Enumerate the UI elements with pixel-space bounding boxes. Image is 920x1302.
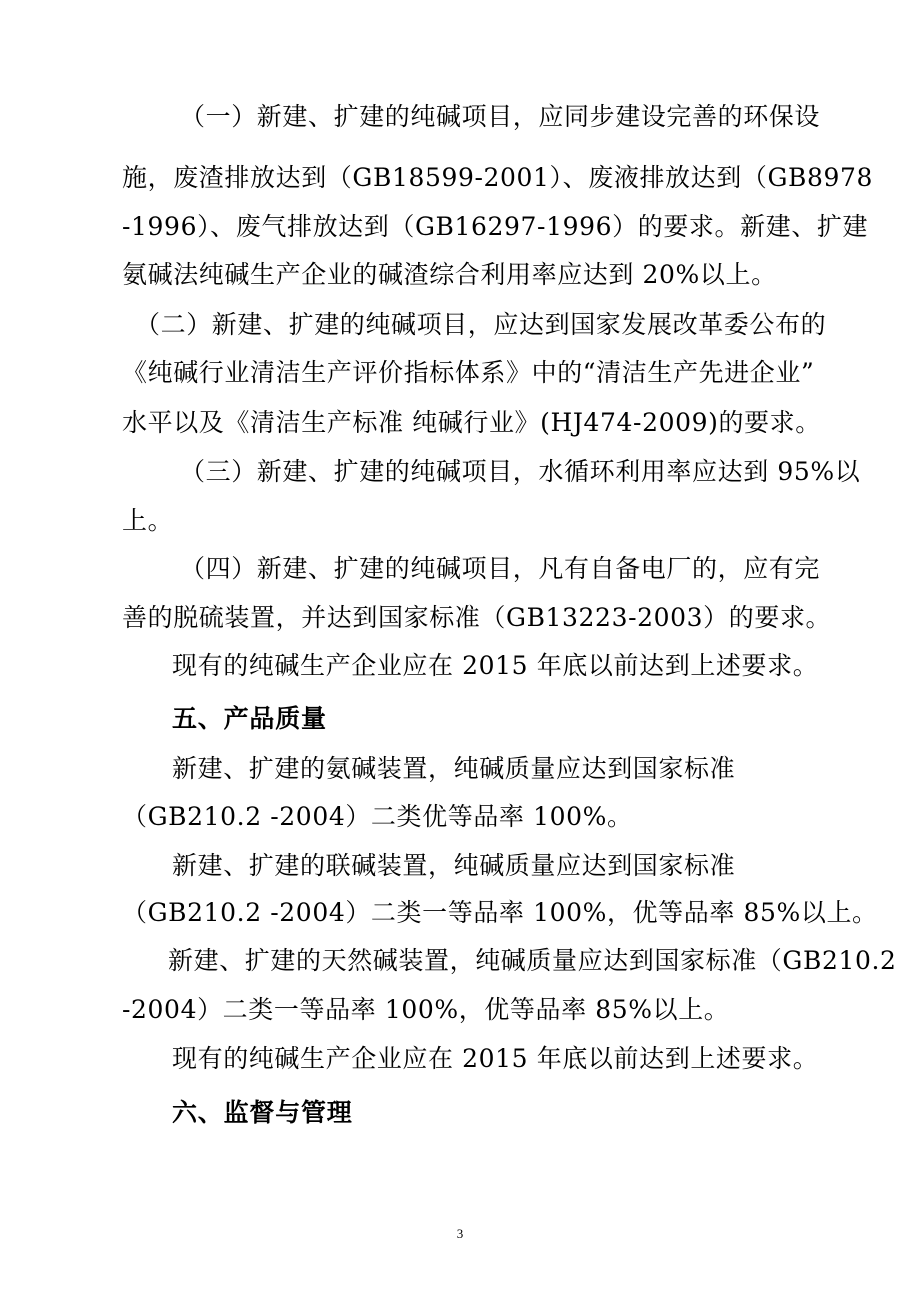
paragraph-2-line-3: 水平以及《清洁生产标准 纯碱行业》(HJ474-2009)的要求。 (122, 408, 821, 437)
compliance-deadline-paragraph-1: 现有的纯碱生产企业应在 2015 年底以前达到上述要求。 (172, 651, 819, 680)
paragraph-3-line-1: （三）新建、扩建的纯碱项目，水循环利用率应达到 95%以 (180, 457, 861, 486)
quality-ammonia-soda-line-1: 新建、扩建的氨碱装置，纯碱质量应达到国家标准 (172, 754, 736, 783)
paragraph-1-line-3: -1996）、废气排放达到（GB16297-1996）的要求。新建、扩建 (122, 212, 869, 241)
paragraph-2-line-1: （二）新建、扩建的纯碱项目，应达到国家发展改革委公布的 (135, 310, 827, 339)
paragraph-1-line-1: （一）新建、扩建的纯碱项目，应同步建设完善的环保设 (180, 102, 821, 131)
paragraph-4-line-2: 善的脱硫装置，并达到国家标准（GB13223-2003）的要求。 (122, 603, 832, 632)
paragraph-3-line-2: 上。 (122, 506, 174, 535)
paragraph-1-line-2: 施，废渣排放达到（GB18599-2001）、废液排放达到（GB8978 (122, 163, 874, 192)
paragraph-4-line-1: （四）新建、扩建的纯碱项目，凡有自备电厂的，应有完 (180, 554, 821, 583)
paragraph-2-line-2: 《纯碱行业清洁生产评价指标体系》中的“清洁生产先进企业” (122, 358, 815, 387)
quality-natural-soda-line-1: 新建、扩建的天然碱装置，纯碱质量应达到国家标准（GB210.2 (168, 946, 897, 975)
section-heading-supervision-management: 六、监督与管理 (172, 1098, 353, 1127)
compliance-deadline-paragraph-2: 现有的纯碱生产企业应在 2015 年底以前达到上述要求。 (172, 1044, 819, 1073)
section-heading-product-quality: 五、产品质量 (172, 704, 327, 733)
quality-joint-soda-line-2: （GB210.2 -2004）二类一等品率 100%，优等品率 85%以上。 (122, 898, 878, 927)
paragraph-1-line-4: 氨碱法纯碱生产企业的碱渣综合利用率应达到 20%以上。 (122, 260, 777, 289)
page-number: 3 (456, 1226, 464, 1241)
quality-natural-soda-line-2: -2004）二类一等品率 100%，优等品率 85%以上。 (122, 995, 730, 1024)
quality-joint-soda-line-1: 新建、扩建的联碱装置，纯碱质量应达到国家标准 (172, 851, 736, 880)
quality-ammonia-soda-line-2: （GB210.2 -2004）二类优等品率 100%。 (122, 802, 633, 831)
